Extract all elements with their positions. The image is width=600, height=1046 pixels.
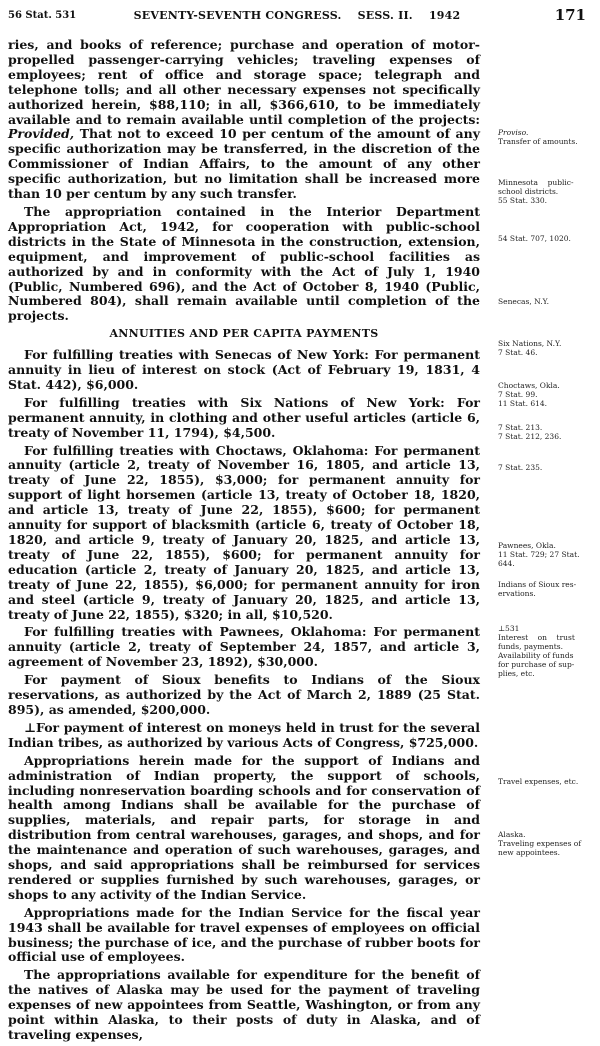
- margin-note-line: 7 Stat. 46.: [498, 348, 538, 357]
- running-header: [8, 6, 586, 28]
- paragraph: For fulfilling treaties with Choctaws, Oklahoma: For permanent annuity (article 2, treaty of November 16, 1805, and article 13, treaty of June 22, 1855), $3,000; for permanent annuity for support of light horsemen (article 13, treaty of October 18, 1820, and article 13, treaty of June 22, 1855), $600; for permanent annuity for support of blacksmith (article 6, treaty of October 18, 1820, and article 9, treaty of January 20, 1825, and article 13, treaty of June 22, 1855), $600; for permanent annuity for education (article 2, treaty of January 20, 1825, and article 13, treaty of June 22, 1855), $6,000; for permanent annuity for iron and steel (article 9, treaty of January 20, 1825, and article 13, treaty of June 22, 1855), $320; in all, $10,520.: [8, 442, 480, 622]
- margin-note-line: school districts.: [498, 187, 559, 196]
- margin-note-line: Proviso.: [498, 128, 529, 137]
- proviso-keyword: Provided,: [8, 126, 75, 142]
- margin-note-line: 11 Stat. 614.: [498, 399, 548, 408]
- body-text: [8, 38, 480, 1046]
- paragraph: Appropriations herein made for the support of Indians and administration of Indian property, the support of schools, including nonreservation boarding schools and for conservation of health among Indians shall be available for the purchase of supplies, materials, and repair parts, for storage in and distribution from central warehouses, garages, and shops, and for the maintenance and operation of such warehouses, garages, and shops, and said appropriations shall be reimbursed for services rendered or supplies furnished by such warehouses, garages, or shops to any activity of the Indian Service.: [8, 752, 480, 902]
- paragraph: ⊥For payment of interest on moneys held in trust for the several Indian tribes, as authorized by various Acts of Congress, $725,000.: [8, 719, 480, 750]
- stat-reference: 56 Stat. 531: [8, 10, 77, 21]
- margin-note-line: Pawnees, Okla.: [498, 541, 556, 550]
- margin-note-line: funds, payments.: [498, 642, 563, 651]
- margin-note-line: 7 Stat. 99.: [498, 390, 538, 399]
- margin-note-line: new appointees.: [498, 848, 561, 857]
- margin-note-line: 7 Stat. 212, 236.: [498, 432, 562, 441]
- margin-note-choctaws-3: [498, 463, 596, 472]
- margin-note-line: Availability of funds: [498, 651, 574, 660]
- margin-note-line: Alaska.: [498, 830, 526, 839]
- margin-note-line: Indians of Sioux res-: [498, 580, 577, 589]
- section-heading: ANNUITIES AND PER CAPITA PAYMENTS: [109, 327, 379, 341]
- margin-note-line: ervations.: [498, 589, 536, 598]
- margin-note-minnesota: [498, 178, 596, 205]
- margin-note-line: 55 Stat. 330.: [498, 196, 548, 205]
- margin-note-line: Travel expenses, etc.: [498, 777, 579, 786]
- margin-note-travel: [498, 777, 596, 786]
- margin-note-line: 7 Stat. 235.: [498, 463, 543, 472]
- margin-note-line: Traveling expenses of: [498, 839, 582, 848]
- header-title: SEVENTY-SEVENTH CONGRESS. SESS. II. 1942: [133, 9, 461, 22]
- page-number: 171: [554, 6, 586, 24]
- margin-note-line: Transfer of amounts.: [498, 137, 578, 146]
- margin-note-line: ⊥531: [498, 624, 520, 633]
- paragraph-text: ries, and books of reference; purchase and operation of motor-propelled passenger-carrying vehicles; traveling expenses of employees; rent of office and storage space; telegraph and telephone tolls; and all other necessary expenses not specifically authorized herein, $88,110; in all, $366,610, to be immediately available and to remain available until completion of the projects:: [8, 37, 480, 127]
- margin-note-line: Interest on trust: [498, 633, 575, 642]
- paragraph: The appropriations available for expenditure for the benefit of the natives of Alaska may be used for the payment of traveling expenses of new appointees from Seattle, Washington, or from any point within Alaska, to their posts of duty in Alaska, and of traveling expenses,: [8, 967, 480, 1042]
- paragraph: The appropriation contained in the Interior Department Appropriation Act, 1942, for cooperation with public-school districts in the State of Minnesota in the construction, extension, equipment, and improvement of public-school facilities as authorized by and in conformity with the Act of July 1, 1940 (Public, Numbered 696), and the Act of October 8, 1940 (Public, Numbered 804), shall remain available until completion of the projects.: [8, 203, 480, 324]
- margin-note-line: for purchase of sup-: [498, 660, 575, 669]
- paragraph: Appropriations made for the Indian Service for the fiscal year 1943 shall be available for travel expenses of employees on official business; the purchase of ice, and the purchase of rubber boots for official use of employees.: [8, 904, 480, 965]
- margin-note-interest: [498, 624, 596, 678]
- margin-note-six-nations: [498, 339, 596, 357]
- margin-note-line: 54 Stat. 707, 1020.: [498, 234, 571, 243]
- paragraph: For fulfilling treaties with Pawnees, Oklahoma: For permanent annuity (article 2, treaty of September 24, 1857, and article 3, agreement of November 23, 1892), $30,000.: [8, 624, 480, 670]
- margin-note-stat: [498, 234, 596, 243]
- margin-note-line: plies, etc.: [498, 669, 535, 678]
- margin-note-sioux: [498, 580, 596, 598]
- paragraph: For fulfilling treaties with Six Nations of New York: For permanent annuity, in clothing and other useful articles (article 6, treaty of November 11, 1794), $4,500.: [8, 394, 480, 440]
- margin-note-senecas: [498, 297, 596, 306]
- margin-note-line: 7 Stat. 213.: [498, 423, 543, 432]
- margin-note-line: Minnesota public-: [498, 178, 574, 187]
- paragraph: For payment of Sioux benefits to Indians of the Sioux reservations, as authorized by the Act of March 2, 1889 (25 Stat. 895), as amended, $200,000.: [8, 672, 480, 717]
- margin-note-line: 644.: [498, 559, 515, 568]
- margin-note-line: 11 Stat. 729; 27 Stat.: [498, 550, 580, 559]
- paragraph-text: That not to exceed 10 per centum of the amount of any specific authorization may be transferred, in the discretion of the Commissioner of Indian Affairs, to the amount of any other specific authorization, but no limitation shall be increased more than 10 per centum by any such transfer.: [8, 126, 480, 202]
- margin-note-choctaws-2: [498, 423, 596, 441]
- margin-note-pawnees: [498, 541, 596, 568]
- margin-note-proviso: [498, 128, 596, 146]
- margin-note-line: Choctaws, Okla.: [498, 381, 560, 390]
- paragraph: For fulfilling treaties with Senecas of New York: For permanent annuity in lieu of interest on stock (Act of February 19, 1831, 4 Stat. 442), $6,000.: [8, 347, 480, 392]
- margin-note-alaska: [498, 830, 596, 857]
- margin-note-choctaws: [498, 381, 596, 408]
- paragraph: [8, 38, 480, 202]
- margin-note-line: Six Nations, N.Y.: [498, 339, 562, 348]
- margin-note-line: Senecas, N.Y.: [498, 297, 549, 306]
